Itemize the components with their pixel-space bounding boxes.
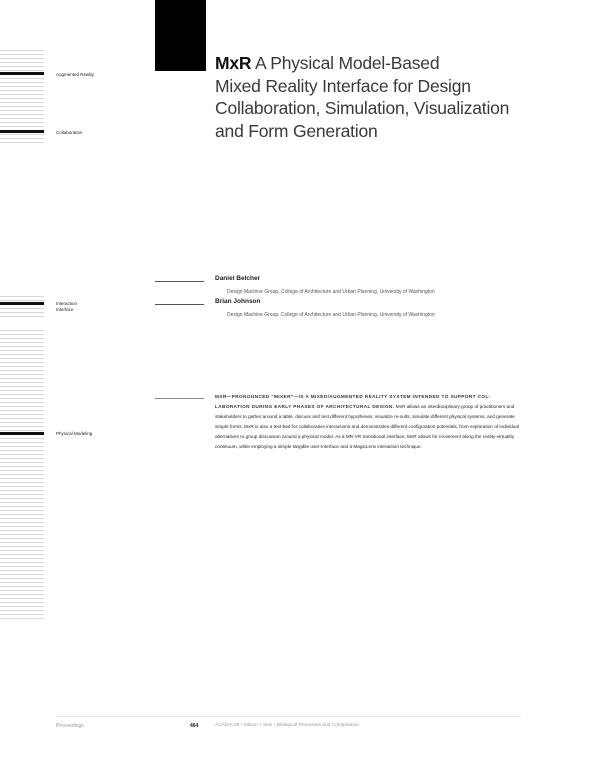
margin-stripe (0, 366, 44, 367)
margin-stripe (0, 438, 44, 439)
margin-stripe (0, 114, 44, 115)
margin-stripe (0, 446, 44, 447)
margin-stripe (0, 562, 44, 563)
margin-stripe (0, 296, 44, 297)
margin-stripe (0, 138, 44, 139)
margin-stripe (0, 610, 44, 611)
author-rule-1 (155, 281, 204, 282)
margin-stripe-marker (0, 130, 44, 133)
margin-stripe (0, 374, 44, 375)
sidebar-label-interface: Interface (56, 307, 74, 312)
title-line-1: A Physical Model-Based (251, 53, 440, 73)
margin-stripe (0, 554, 44, 555)
margin-stripe (0, 102, 44, 103)
margin-stripe (0, 490, 44, 491)
sidebar-label-interaction: Interaction (56, 301, 78, 306)
abstract-rule (155, 398, 204, 399)
footer-proceedings: Proceedings (56, 723, 84, 729)
margin-stripe-marker (0, 72, 44, 75)
margin-stripe (0, 498, 44, 499)
margin-stripe (0, 350, 44, 351)
title-line-4: and Form Generation (215, 120, 378, 141)
paper-title (215, 52, 535, 142)
margin-stripe (0, 602, 44, 603)
margin-stripe (0, 414, 44, 415)
margin-stripe (0, 526, 44, 527)
margin-stripe (0, 334, 44, 335)
margin-stripe (0, 450, 44, 451)
margin-stripe (0, 618, 44, 619)
margin-stripe (0, 94, 44, 95)
margin-stripe (0, 514, 44, 515)
header-black-block (155, 0, 206, 71)
footer-conference: ACADIA 08 › Silicon + Skin › Biological Processes and Computation (215, 723, 359, 728)
margin-stripe (0, 118, 44, 119)
author-name-1: Daniel Belcher (215, 275, 261, 282)
author-rule-2 (155, 304, 204, 305)
margin-stripe (0, 422, 44, 423)
margin-stripe (0, 418, 44, 419)
margin-stripe (0, 300, 44, 301)
margin-stripe (0, 70, 44, 71)
margin-stripe (0, 582, 44, 583)
sidebar-label-collaboration: Collaboration (56, 130, 83, 135)
margin-stripe (0, 122, 44, 123)
margin-stripe (0, 308, 44, 309)
margin-stripe (0, 558, 44, 559)
margin-stripe (0, 454, 44, 455)
footer-page-number: 464 (190, 723, 199, 729)
margin-stripe (0, 342, 44, 343)
margin-stripe (0, 550, 44, 551)
margin-stripe (0, 586, 44, 587)
margin-stripe (0, 542, 44, 543)
margin-stripe (0, 370, 44, 371)
margin-stripe (0, 426, 44, 427)
author-affiliation-1: Design Machine Group, College of Architecture and Urban Planning, University of Washington (227, 289, 435, 295)
margin-stripe (0, 494, 44, 495)
margin-stripe (0, 90, 44, 91)
title-line-3: Collaboration, Simulation, Visualization (215, 98, 510, 118)
margin-stripe (0, 534, 44, 535)
margin-stripe (0, 530, 44, 531)
margin-stripe (0, 382, 44, 383)
margin-stripe (0, 506, 44, 507)
sidebar-label-physical-modeling: Physical Modeling (56, 431, 93, 436)
margin-stripe (0, 98, 44, 99)
margin-stripe (0, 398, 44, 399)
margin-stripe (0, 82, 44, 83)
margin-stripe (0, 66, 44, 67)
title-acronym: MxR (215, 53, 252, 73)
margin-stripe (0, 378, 44, 379)
margin-stripe (0, 566, 44, 567)
title-line-2: Mixed Reality Interface for Design (215, 75, 471, 96)
margin-stripe (0, 570, 44, 571)
margin-stripe (0, 486, 44, 487)
margin-stripe (0, 142, 44, 143)
margin-stripe (0, 462, 44, 463)
margin-stripe (0, 394, 44, 395)
margin-stripe (0, 358, 44, 359)
margin-stripe-marker (0, 432, 44, 435)
margin-stripe (0, 510, 44, 511)
margin-stripe (0, 614, 44, 615)
margin-stripe (0, 338, 44, 339)
margin-stripe (0, 330, 44, 331)
margin-stripe (0, 578, 44, 579)
margin-stripe (0, 402, 44, 403)
margin-stripe (0, 58, 44, 59)
margin-stripe-marker (0, 302, 44, 305)
margin-stripe (0, 362, 44, 363)
footer-rule (56, 716, 521, 717)
margin-stripe (0, 354, 44, 355)
margin-stripe (0, 594, 44, 595)
margin-stripe (0, 590, 44, 591)
margin-stripe (0, 410, 44, 411)
margin-stripe (0, 466, 44, 467)
margin-stripe (0, 390, 44, 391)
margin-stripe (0, 458, 44, 459)
margin-stripe (0, 312, 44, 313)
margin-stripe (0, 598, 44, 599)
margin-stripe (0, 406, 44, 407)
margin-stripe (0, 78, 44, 79)
margin-stripe (0, 430, 44, 431)
margin-stripe (0, 106, 44, 107)
margin-stripe (0, 518, 44, 519)
abstract-lead: MXR—PRONOUNCED “MIXER”—IS A MIXED/AUGMENTED REALITY SYSTEM INTENDED TO SUPPORT COL-LABORATION DURING EARLY PHASES OF ARCHITECTURAL DESIGN. (215, 394, 491, 409)
margin-stripe (0, 606, 44, 607)
margin-stripe (0, 474, 44, 475)
margin-stripe (0, 50, 44, 51)
author-name-2: Brian Johnson (215, 298, 261, 305)
margin-stripe (0, 538, 44, 539)
margin-stripe (0, 482, 44, 483)
margin-stripe (0, 442, 44, 443)
margin-stripe (0, 386, 44, 387)
margin-stripe (0, 522, 44, 523)
margin-stripe (0, 126, 44, 127)
margin-stripe (0, 110, 44, 111)
sidebar-label-augmented-reality: Augmented Reality (56, 72, 95, 77)
abstract-body: MxR allows an interdisciplinary group of practitioners and stakeholders to gather around a table, discuss and test different hypotheses, visualize re-sults, simulate different physical systems, and generate simple forms. MxR is also a test-bed for collaborative interactions and demonstrates different configuration potentials, from exploration of individual alternatives to group discussion around a physical model. As a MR-VR transitional interface, MxR allows for movement along the reality-virtuality continuum, while employing a simple tangible user-interface and a MagicLens interaction technique. (215, 404, 519, 449)
margin-stripe (0, 478, 44, 479)
margin-stripe (0, 54, 44, 55)
margin-stripe (0, 346, 44, 347)
margin-stripe (0, 86, 44, 87)
margin-stripe (0, 574, 44, 575)
margin-stripe (0, 470, 44, 471)
margin-stripe (0, 502, 44, 503)
author-affiliation-2: Design Machine Group, College of Architecture and Urban Planning, University of Washington (227, 312, 435, 318)
margin-stripe (0, 62, 44, 63)
margin-stripe (0, 546, 44, 547)
margin-stripe (0, 316, 44, 317)
abstract (215, 392, 521, 452)
margin-stripe (0, 134, 44, 135)
margin-stripes (0, 0, 44, 776)
